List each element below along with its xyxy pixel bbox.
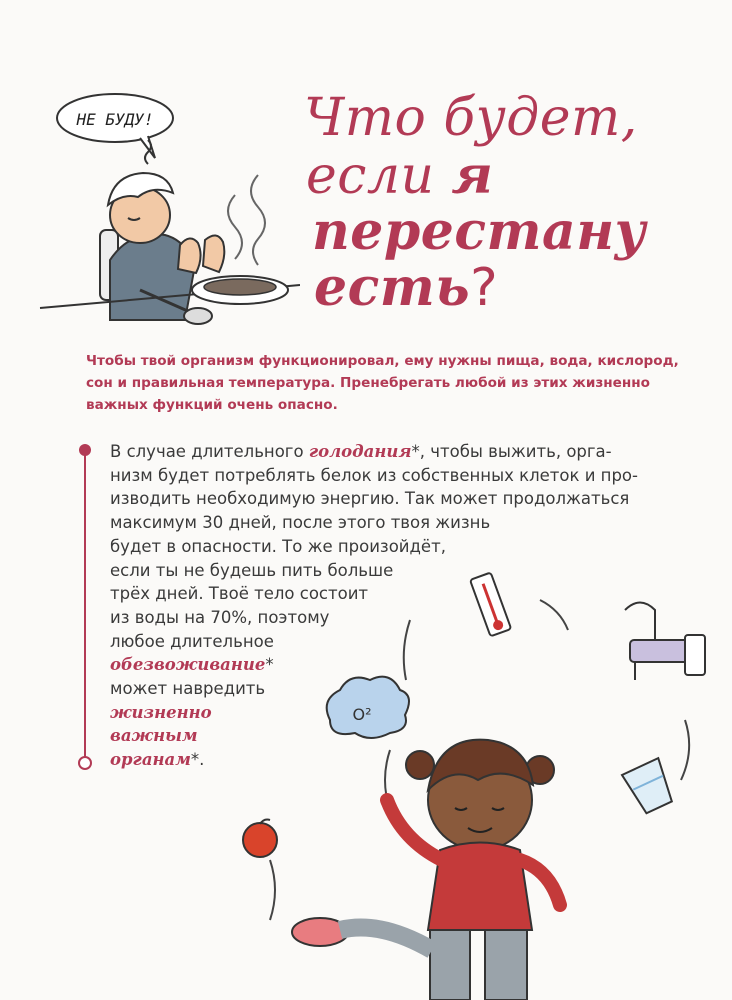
intro-line: сон и правильная температура. Пренебрегать любой из этих жизненно [86, 375, 650, 391]
body-paragraph: В случае длительного голодания*, чтобы выжить, орга- низм будет потреблять белок из собственных клеток и про- изводить необходимую энергию. Так может продолжаться максимум 30 дней, после этого твоя жизнь будет в опасности. То же произойдёт, если ты не будешь пить больше трёх дней. Твоё тело состоит из воды на 70%, поэтому любое длительное обезвоживание* может навредить жизненно важным органам*. [110, 442, 638, 770]
oxygen-cloud-icon [327, 677, 409, 738]
term-organam: органам [110, 750, 191, 770]
term-obezvozhivanie: обезвоживание [110, 655, 266, 675]
boy-refusing-food-illustration [30, 80, 300, 340]
title-line-4: есть? [314, 257, 499, 318]
page-title [296, 88, 716, 318]
title-line-1: Что будет, [304, 88, 638, 148]
oxygen-label: O² [352, 705, 372, 724]
intro-line: важных функций очень опасно. [86, 397, 338, 413]
term-vazhnym: важным [110, 726, 198, 746]
speech-bubble-text: НЕ БУДУ! [76, 110, 154, 129]
title-line-3: перестану [312, 201, 647, 262]
intro-paragraph [86, 350, 686, 416]
timeline-marker [76, 446, 96, 766]
girl-figure [292, 740, 560, 1000]
girl-with-needs-illustration [230, 560, 720, 1000]
term-zhiznenno: жизненно [110, 702, 212, 722]
term-golodaniya: голодания [308, 442, 412, 461]
intro-line: Чтобы твой организм функционировал, ему нужны пища, вода, кислород, [86, 353, 679, 369]
apple-icon [243, 820, 277, 858]
bed-icon [625, 603, 705, 681]
thermometer-icon [470, 572, 511, 636]
water-glass-icon [622, 758, 677, 816]
title-line-2: если я [306, 145, 494, 206]
